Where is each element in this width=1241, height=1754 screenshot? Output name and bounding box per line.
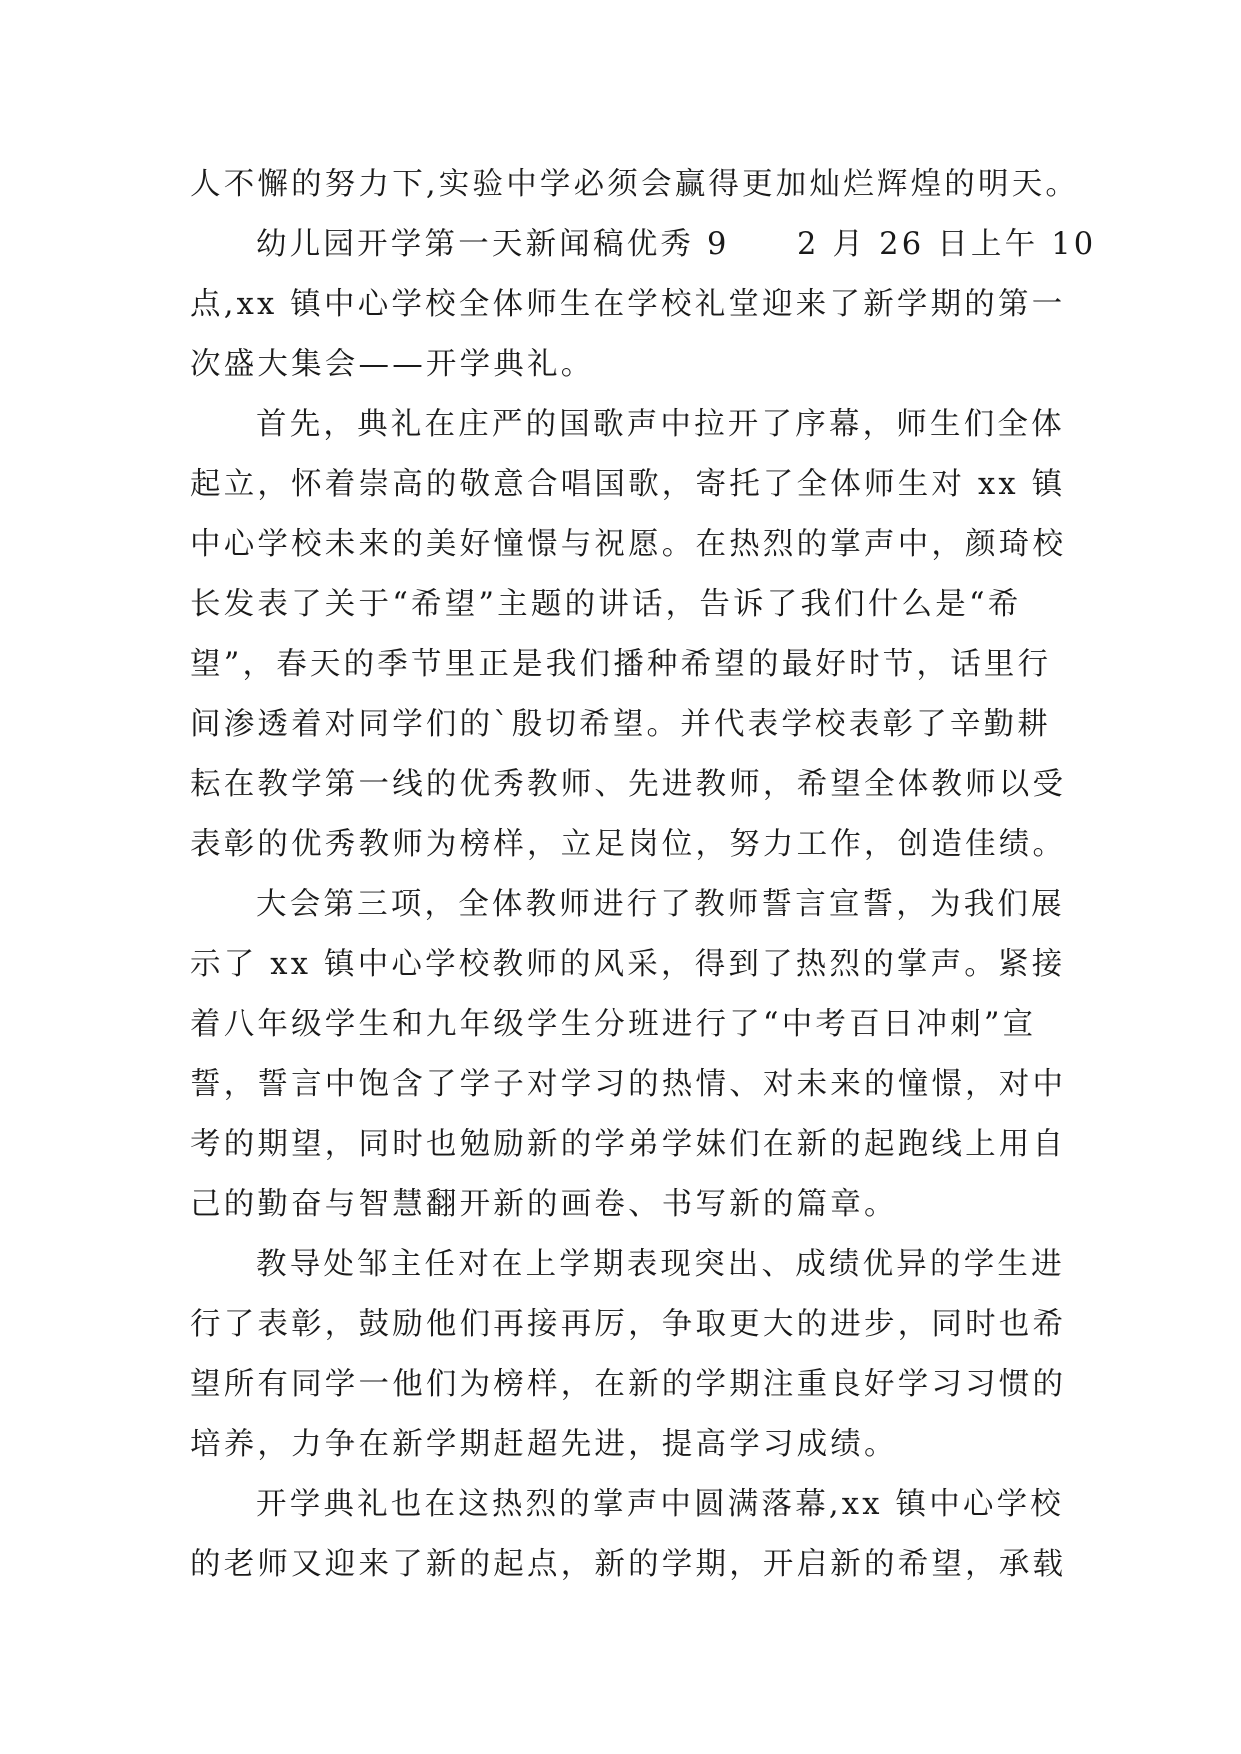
- paragraph-3: [190, 395, 1070, 875]
- text-line: 行了表彰，鼓励他们再接再厉，争取更大的进步，同时也希: [190, 1307, 1067, 1342]
- text-line: 点,xx 镇中心学校全体师生在学校礼堂迎来了新学期的第一: [190, 287, 1066, 322]
- text-line: 的老师又迎来了新的起点，新的学期，开启新的希望，承载: [190, 1547, 1067, 1582]
- text-line: 考的期望，同时也勉励新的学弟学妹们在新的起跑线上用自: [190, 1127, 1067, 1162]
- paragraph-4: [190, 875, 1070, 1235]
- text-line: 着八年级学生和九年级学生分班进行了“中考百日冲刺”宣: [190, 1007, 1037, 1042]
- text-line: 首先，典礼在庄严的国歌声中拉开了序幕，师生们全体: [256, 407, 1065, 442]
- paragraph-5: [190, 1235, 1070, 1475]
- text-line: 开学典礼也在这热烈的掌声中圆满落幕,xx 镇中心学校: [256, 1487, 1064, 1522]
- text-line: 起立，怀着崇高的敬意合唱国歌，寄托了全体师生对 xx 镇: [190, 467, 1066, 502]
- text-line: 次盛大集会——开学典礼。: [190, 347, 595, 382]
- text-line: 教导处邹主任对在上学期表现突出、成绩优异的学生进: [256, 1247, 1065, 1282]
- text-line: 中心学校未来的美好憧憬与祝愿。在热烈的掌声中，颜琦校: [190, 527, 1067, 562]
- text-line: 培养，力争在新学期赶超先进，提高学习成绩。: [190, 1427, 898, 1462]
- paragraph-2: [190, 215, 1097, 395]
- text-line: 望所有同学一他们为榜样，在新的学期注重良好学习习惯的: [190, 1367, 1067, 1402]
- text-line: 誓，誓言中饱含了学子对学习的热情、对未来的憧憬，对中: [190, 1067, 1067, 1102]
- text-line: 大会第三项，全体教师进行了教师誓言宣誓，为我们展: [256, 887, 1065, 922]
- text-line: 望”，春天的季节里正是我们播种希望的最好时节，话里行: [190, 647, 1052, 682]
- text-line: 间渗透着对同学们的`殷切希望。并代表学校表彰了辛勤耕: [190, 707, 1051, 742]
- document-body: [190, 155, 1097, 1595]
- text-line: 示了 xx 镇中心学校教师的风采，得到了热烈的掌声。紧接: [190, 947, 1066, 982]
- text-line: 己的勤奋与智慧翻开新的画卷、书写新的篇章。: [190, 1187, 898, 1222]
- paragraph-1: [190, 155, 1080, 215]
- text-line: 幼儿园开学第一天新闻稿优秀 9 2 月 26 日上午 10: [256, 227, 1097, 262]
- paragraph-6: [190, 1475, 1070, 1595]
- text-line: 长发表了关于“希望”主题的讲话，告诉了我们什么是“希: [190, 587, 1022, 622]
- text-line: 耘在教学第一线的优秀教师、先进教师，希望全体教师以受: [190, 767, 1067, 802]
- text-line: 人不懈的努力下,实验中学必须会赢得更加灿烂辉煌的明天。: [190, 167, 1080, 202]
- text-line: 表彰的优秀教师为榜样，立足岗位，努力工作，创造佳绩。: [190, 827, 1067, 862]
